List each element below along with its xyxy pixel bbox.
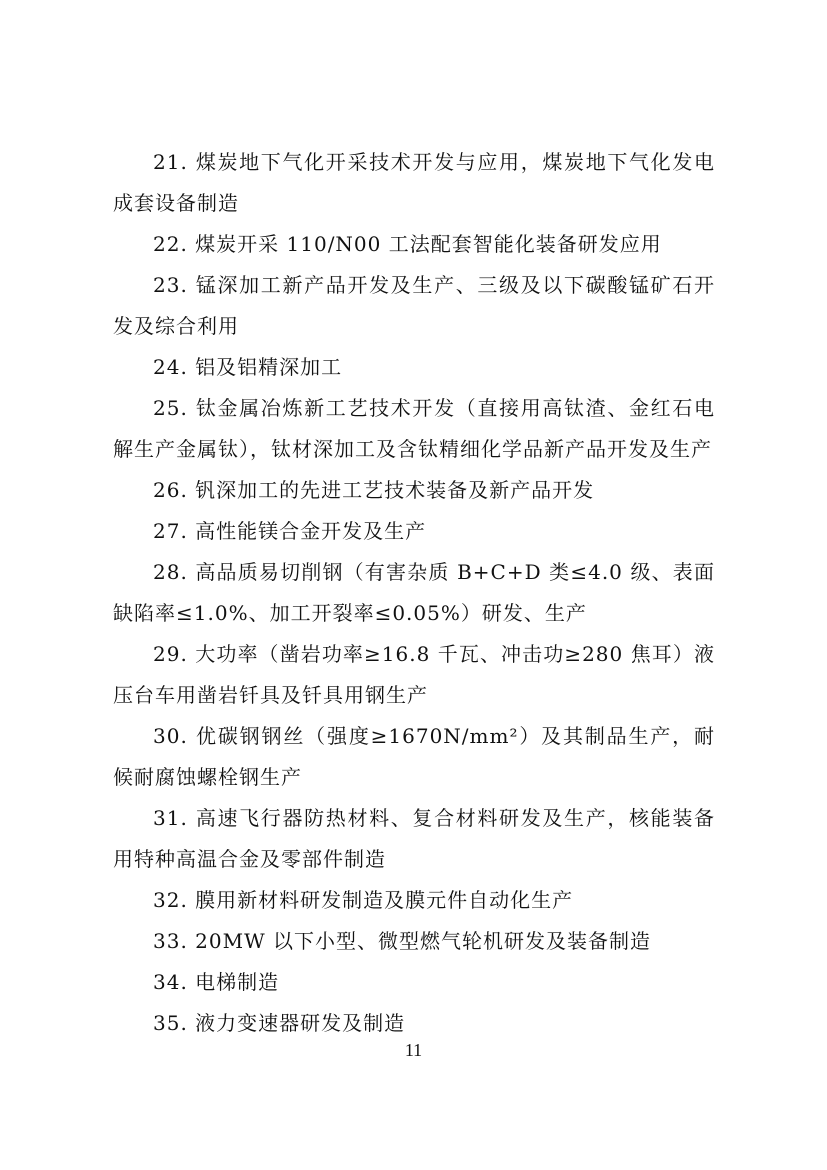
list-item: 30. 优碳钢钢丝（强度≥1670N/mm²）及其制品生产，耐候耐腐蚀螺栓钢生产 xyxy=(113,724,715,789)
list-item: 33. 20MW 以下小型、微型燃气轮机研发及装备制造 xyxy=(153,929,652,953)
list-item: 28. 高品质易切削钢（有害杂质 B+C+D 类≤4.0 级、表面缺陷率≤1.0%、加工开裂率≤0.05%）研发、生产 xyxy=(113,560,715,625)
list-item: 31. 高速飞行器防热材料、复合材料研发及生产，核能装备用特种高温合金及零部件制造 xyxy=(113,806,715,871)
industry-list xyxy=(113,142,715,1044)
list-item: 25. 钛金属冶炼新工艺技术开发（直接用高钛渣、金红石电解生产金属钛），钛材深加工及含钛精细化学品新产品开发及生产 xyxy=(113,396,715,461)
list-item: 24. 铝及铝精深加工 xyxy=(153,355,343,379)
list-item: 29. 大功率（凿岩功率≥16.8 千瓦、冲击功≥280 焦耳）液压台车用凿岩钎具及钎具用钢生产 xyxy=(113,642,715,707)
list-item: 23. 锰深加工新产品开发及生产、三级及以下碳酸锰矿石开发及综合利用 xyxy=(113,273,715,338)
list-item: 26. 钒深加工的先进工艺技术装备及新产品开发 xyxy=(153,478,595,502)
list-item: 21. 煤炭地下气化开采技术开发与应用，煤炭地下气化发电成套设备制造 xyxy=(113,150,715,215)
list-item: 22. 煤炭开采 110/N00 工法配套智能化装备研发应用 xyxy=(153,232,662,256)
page-number: 11 xyxy=(404,1040,423,1060)
list-item: 27. 高性能镁合金开发及生产 xyxy=(153,519,427,543)
list-item: 32. 膜用新材料研发制造及膜元件自动化生产 xyxy=(153,888,574,912)
list-item: 35. 液力变速器研发及制造 xyxy=(153,1011,406,1035)
list-item: 34. 电梯制造 xyxy=(153,970,280,994)
